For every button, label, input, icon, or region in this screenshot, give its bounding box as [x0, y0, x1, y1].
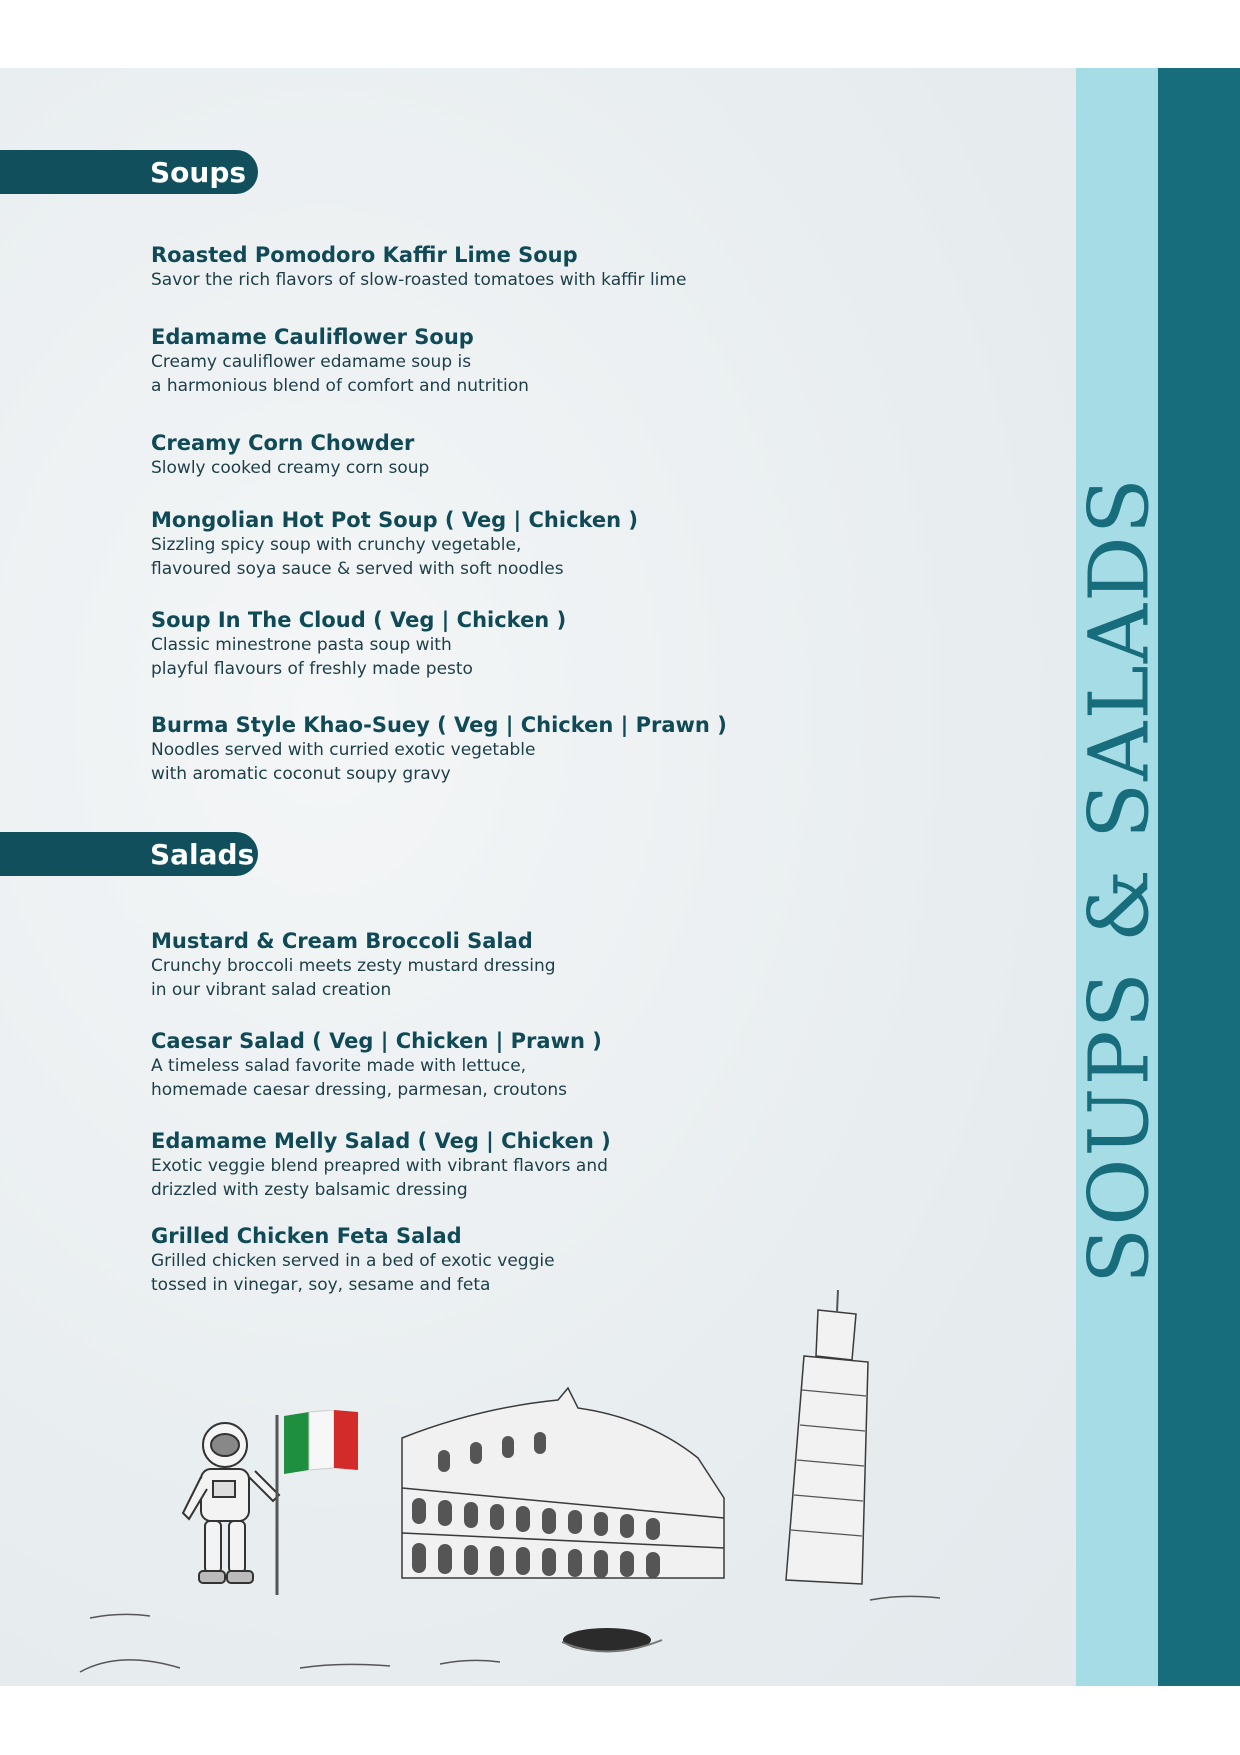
item-desc: Noodles served with curried exotic vegetable — [151, 740, 536, 760]
item-name: Mongolian Hot Pot Soup ( Veg | Chicken ) — [151, 508, 639, 532]
item-name: Burma Style Khao-Suey ( Veg | Chicken | Prawn ) — [151, 713, 727, 737]
item-desc: drizzled with zesty balsamic dressing — [151, 1180, 468, 1200]
menu-item — [151, 1223, 555, 1297]
item-name: Roasted Pomodoro Kaffir Lime Soup — [151, 243, 578, 267]
colosseum-icon — [398, 1378, 728, 1583]
item-desc: flavoured soya sauce & served with soft noodles — [151, 559, 564, 579]
menu-item — [151, 507, 638, 581]
section-tab-soups — [0, 150, 258, 194]
italy-flag-icon — [284, 1410, 359, 1476]
item-name: Grilled Chicken Feta Salad — [151, 1224, 462, 1248]
item-name: Mustard & Cream Broccoli Salad — [151, 929, 533, 953]
section-title: Salads — [150, 837, 255, 871]
ground-sketch-lines — [60, 1590, 960, 1680]
item-name: Soup In The Cloud ( Veg | Chicken ) — [151, 608, 567, 632]
item-desc: tossed in vinegar, soy, sesame and feta — [151, 1275, 491, 1295]
item-desc: in our vibrant salad creation — [151, 980, 392, 1000]
item-desc: Sizzling spicy soup with crunchy vegetable, — [151, 535, 522, 555]
menu-item — [151, 1028, 602, 1102]
section-tab-salads — [0, 832, 258, 876]
item-desc: Exotic veggie blend preapred with vibrant flavors and — [151, 1156, 608, 1176]
item-desc: playful flavours of freshly made pesto — [151, 659, 473, 679]
item-desc: Crunchy broccoli meets zesty mustard dressing — [151, 956, 556, 976]
item-name: Edamame Melly Salad ( Veg | Chicken ) — [151, 1129, 611, 1153]
item-desc: Savor the rich flavors of slow-roasted tomatoes with kaffir lime — [151, 270, 687, 290]
item-desc: a harmonious blend of comfort and nutrition — [151, 376, 529, 396]
menu-item — [151, 1128, 611, 1202]
menu-item — [151, 324, 529, 398]
item-desc: Creamy cauliflower edamame soup is — [151, 352, 472, 372]
item-desc: A timeless salad favorite made with lettuce, — [151, 1056, 527, 1076]
item-name: Edamame Cauliflower Soup — [151, 325, 474, 349]
item-desc: homemade caesar dressing, parmesan, croutons — [151, 1080, 568, 1100]
item-name: Caesar Salad ( Veg | Chicken | Prawn ) — [151, 1029, 602, 1053]
menu-item — [151, 607, 566, 681]
item-desc: Grilled chicken served in a bed of exotic veggie — [151, 1251, 555, 1271]
section-title: Soups — [150, 155, 247, 189]
menu-item — [151, 242, 686, 292]
item-name: Creamy Corn Chowder — [151, 431, 415, 455]
item-desc: Classic minestrone pasta soup with — [151, 635, 452, 655]
item-desc: Slowly cooked creamy corn soup — [151, 458, 430, 478]
leaning-tower-icon — [782, 1290, 882, 1588]
menu-item — [151, 712, 727, 786]
item-desc: with aromatic coconut soupy gravy — [151, 764, 451, 784]
side-title: SOUPS & SALADS — [1072, 476, 1168, 1284]
menu-item — [151, 430, 429, 480]
menu-item — [151, 928, 556, 1002]
side-band-dark — [1158, 68, 1240, 1686]
